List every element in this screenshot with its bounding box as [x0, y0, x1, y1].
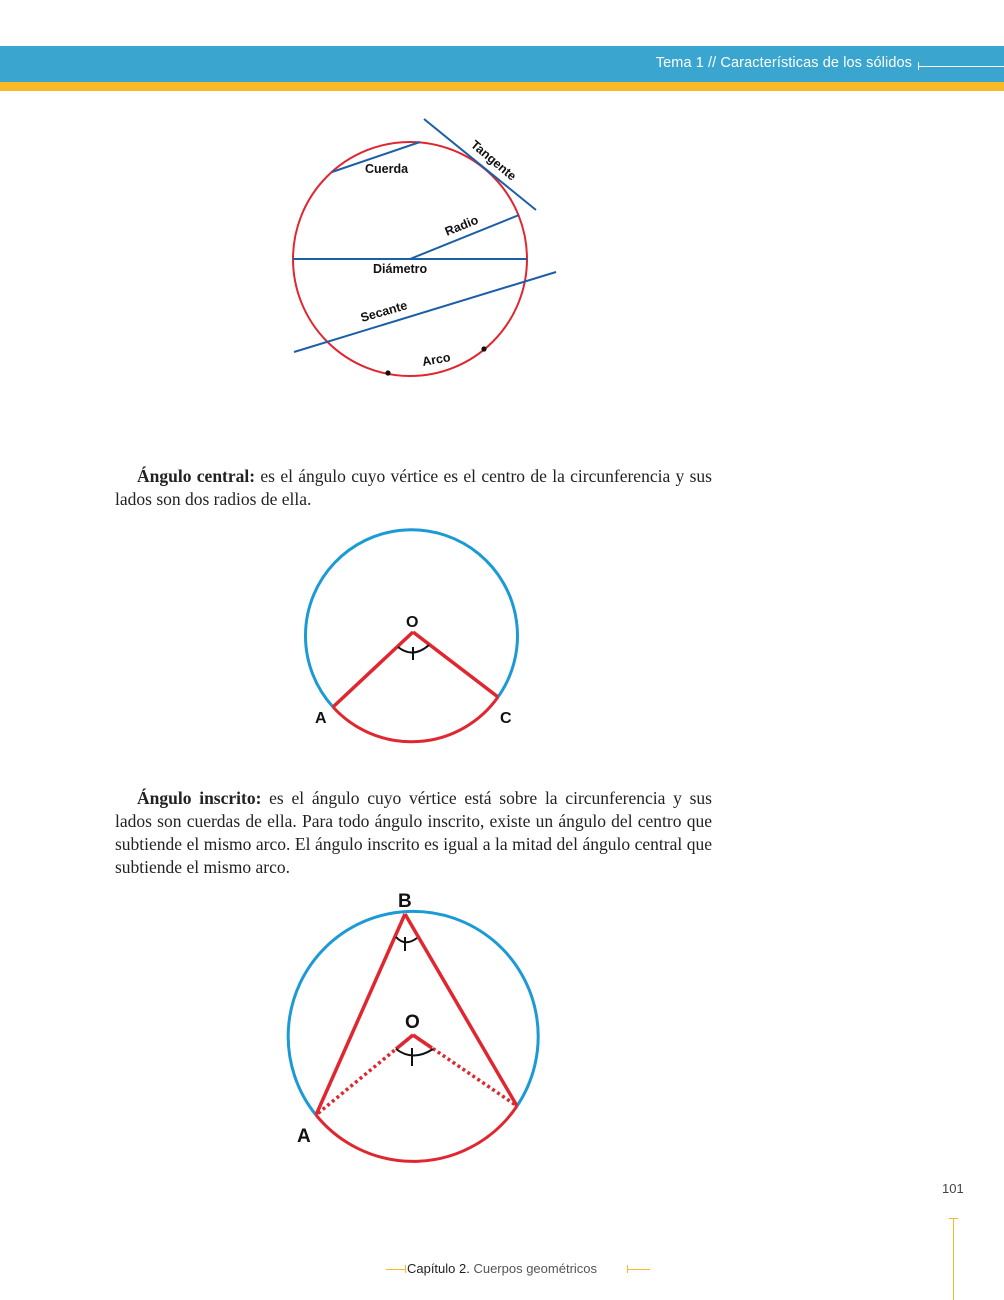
footer-chapter: Capítulo 2. [406, 1261, 470, 1276]
radius-oa-solid [396, 1035, 413, 1049]
footer [0, 1261, 1004, 1276]
label-a: A [315, 710, 327, 727]
cuerda-label: Cuerda [365, 162, 409, 176]
radius-oc-solid [413, 1035, 432, 1048]
radio-label: Radio [442, 212, 481, 239]
central-arc-red [333, 697, 498, 742]
angulo-central-term: Ángulo central: [137, 466, 256, 486]
angulo-inscrito-text: es el ángulo cuyo vértice está sobre la circunferencia y sus lados son cuerdas de ella. Para todo ángulo inscrito, existe un ángulo del centro que subtiende el mismo arco. El ángulo inscrito es igual a la mitad del ángulo central que subtiende el mismo arco. [115, 788, 712, 877]
page-number: 101 [942, 1181, 964, 1196]
side-rule [953, 1218, 954, 1300]
radius-oa [333, 632, 413, 707]
radius-oc [413, 632, 498, 697]
tangente-line [424, 119, 536, 210]
angulo-inscrito-term: Ángulo inscrito: [137, 788, 262, 808]
secante-label: Secante [358, 298, 409, 325]
inscribed-angle-figure [280, 885, 550, 1175]
tangente-label: Tangente [468, 137, 519, 184]
label-c: C [500, 710, 512, 727]
arco-label: Arco [421, 350, 452, 369]
central-angle-figure [300, 520, 530, 745]
label-a-2: A [297, 1126, 311, 1147]
label-o: O [406, 614, 419, 631]
header-stripe [0, 82, 1004, 91]
header-rule-tick [918, 62, 919, 70]
diametro-label: Diámetro [373, 262, 428, 276]
header-rule [918, 66, 1004, 67]
arco-point-2 [481, 346, 486, 351]
arco-point-1 [385, 370, 390, 375]
footer-rule-right [628, 1269, 650, 1270]
footer-title: Cuerpos geométricos [469, 1261, 598, 1276]
secante-line [294, 272, 556, 352]
central-angle-mark-2 [396, 1049, 433, 1056]
chord-bc [405, 914, 517, 1106]
inscribed-angle-mark [396, 937, 417, 942]
angulo-central-text: es el ángulo cuyo vértice es el centro de la circunferencia y sus lados son dos radios de ella. [115, 466, 712, 509]
angulo-inscrito-paragraph [115, 787, 712, 879]
header-title: Tema 1 // Características de los sólidos [655, 55, 912, 71]
circle-elements-figure [280, 110, 580, 395]
label-b: B [398, 891, 412, 912]
inscribed-arc-red [316, 1106, 517, 1161]
side-rule-tick [949, 1218, 958, 1219]
label-o-2: O [405, 1012, 420, 1033]
angulo-central-paragraph [115, 465, 712, 511]
